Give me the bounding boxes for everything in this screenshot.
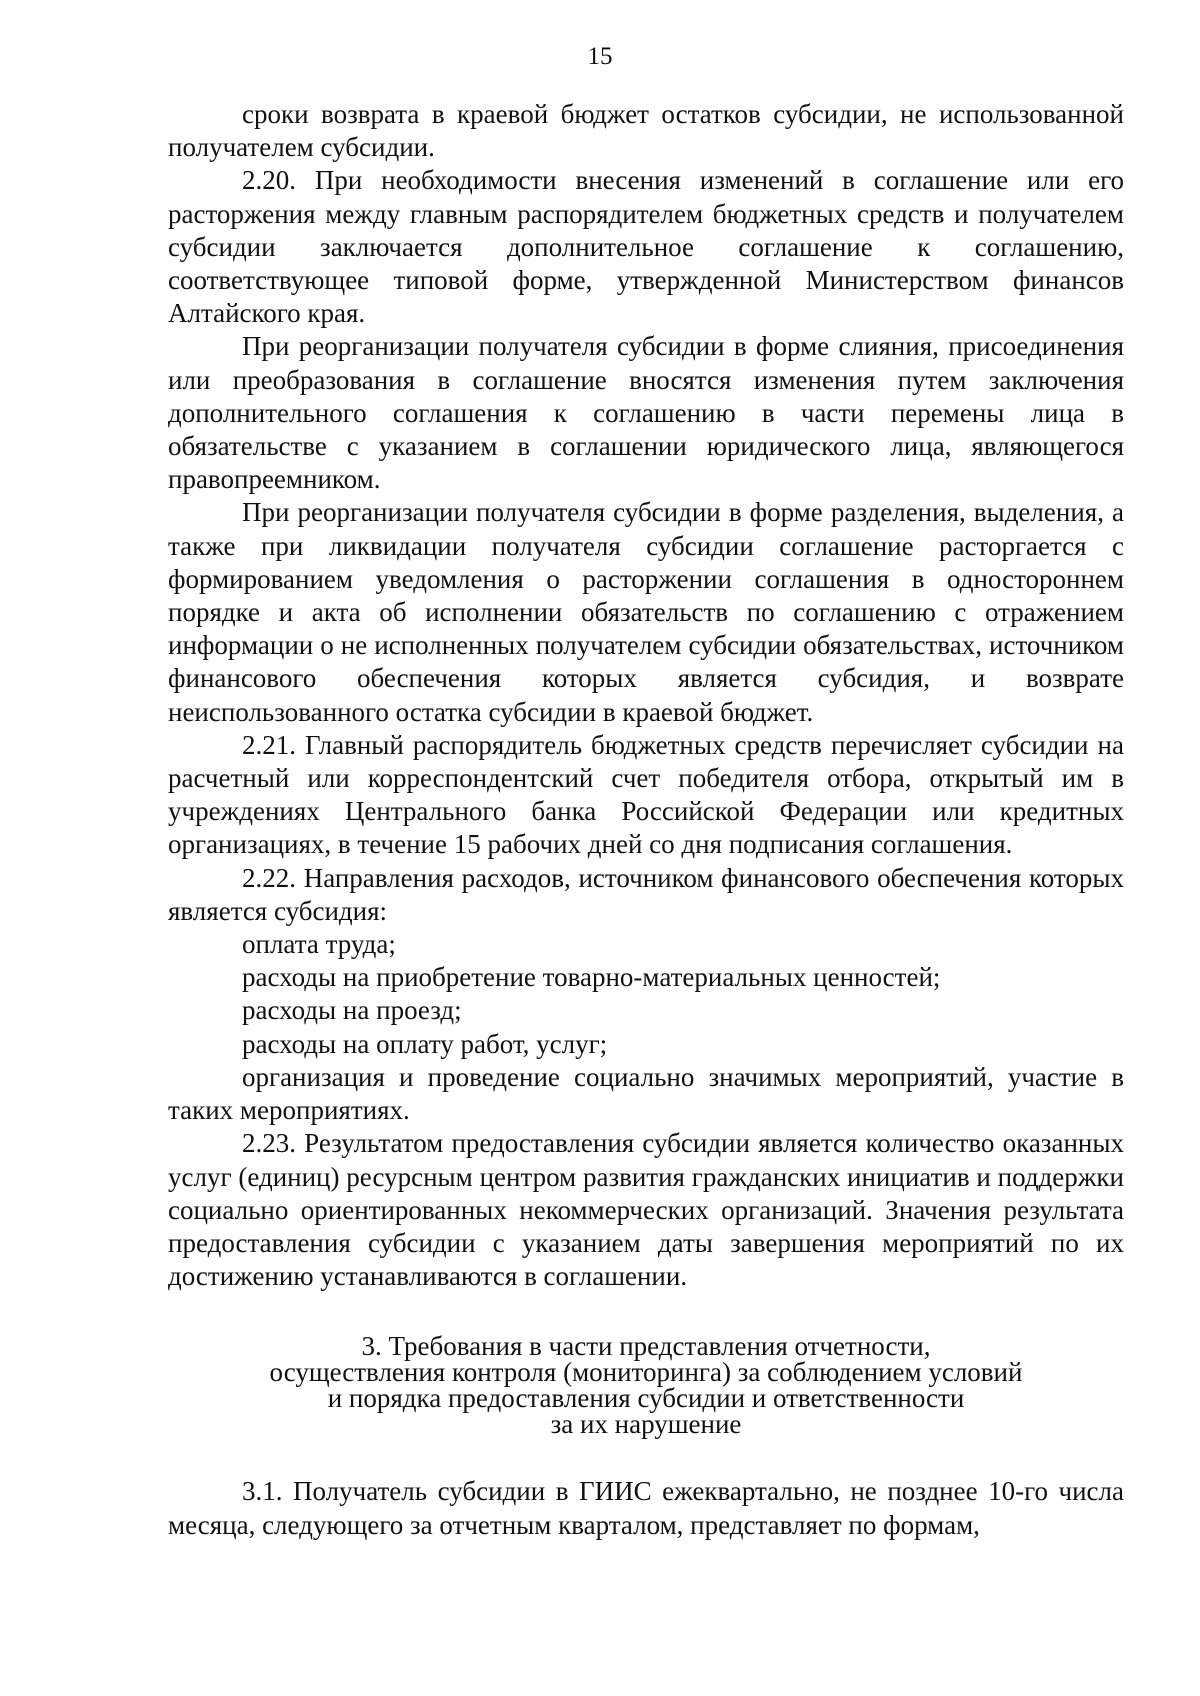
list-item: организация и проведение социально значимых мероприятий, участие в таких мероприятиях. (168, 1061, 1124, 1126)
paragraph-reorganization-merge: При реорганизации получателя субсидии в форме слияния, присоединения или преобразования в соглашение вносятся изменения путем заключения дополнительного соглашения к соглашению в части перемены лица в обязательстве с указанием в соглашении юридического лица, являющегося правопреемником. (168, 331, 1124, 495)
list-item: расходы на приобретение товарно-материальных ценностей; (242, 962, 941, 993)
paragraph-intro: сроки возврата в краевой бюджет остатков субсидии, не использованной получателем субсидии. (168, 99, 1124, 163)
paragraph-2-22: 2.22. Направления расходов, источником финансового обеспечения которых является субсидия: (168, 862, 1124, 926)
section-3-heading (168, 1331, 1124, 1440)
document-body (168, 98, 1124, 1542)
section-heading-line: осуществления контроля (мониторинга) за соблюдением условий (269, 1357, 1023, 1388)
paragraph-2-21: 2.21. Главный распорядитель бюджетных средств перечисляет субсидии на расчетный или корреспондентский счет победителя отбора, открытый им в учреждениях Центрального банка Российской Федерации или кредитных организациях, в течение 15 рабочих дней со дня подписания соглашения. (168, 729, 1124, 860)
paragraph-2-20: 2.20. При необходимости внесения изменений в соглашение или его расторжения между главным распорядителем бюджетных средств и получателем субсидии заключается дополнительное соглашение к соглашению, соответствующее типовой форме, утвержденной Министерством финансов Алтайского края. (168, 165, 1124, 329)
page-number: 15 (587, 43, 613, 70)
section-heading-line: 3. Требования в части представления отчетности, (361, 1331, 931, 1362)
list-item: оплата труда; (242, 929, 396, 960)
section-heading-line: и порядка предоставления субсидии и ответственности (327, 1383, 965, 1414)
expense-directions-list (168, 928, 1124, 1127)
section-heading-line: за их нарушение (550, 1409, 742, 1440)
list-item: расходы на проезд; (242, 995, 462, 1026)
paragraph-2-23: 2.23. Результатом предоставления субсидии является количество оказанных услуг (единиц) ресурсным центром развития гражданских инициатив и поддержки социально ориентированных некоммерческих организаций. Значения результата предоставления субсидии с указанием даты завершения мероприятий по их достижению устанавливаются в соглашении. (168, 1128, 1124, 1292)
paragraph-3-1: 3.1. Получатель субсидии в ГИИС ежеквартально, не позднее 10-го числа месяца, следующего за отчетным кварталом, представляет по формам, (168, 1476, 1124, 1540)
paragraph-reorganization-split: При реорганизации получателя субсидии в форме разделения, выделения, а также при ликвидации получателя субсидии соглашение расторгается с формированием уведомления о расторжении соглашения в одностороннем порядке и акта об исполнении обязательств по соглашению с отражением информации о не исполненных получателем субсидии обязательствах, источником финансового обеспечения которых является субсидия, и возврате неиспользованного остатка субсидии в краевой бюджет. (168, 497, 1124, 727)
list-item: расходы на оплату работ, услуг; (242, 1028, 608, 1059)
